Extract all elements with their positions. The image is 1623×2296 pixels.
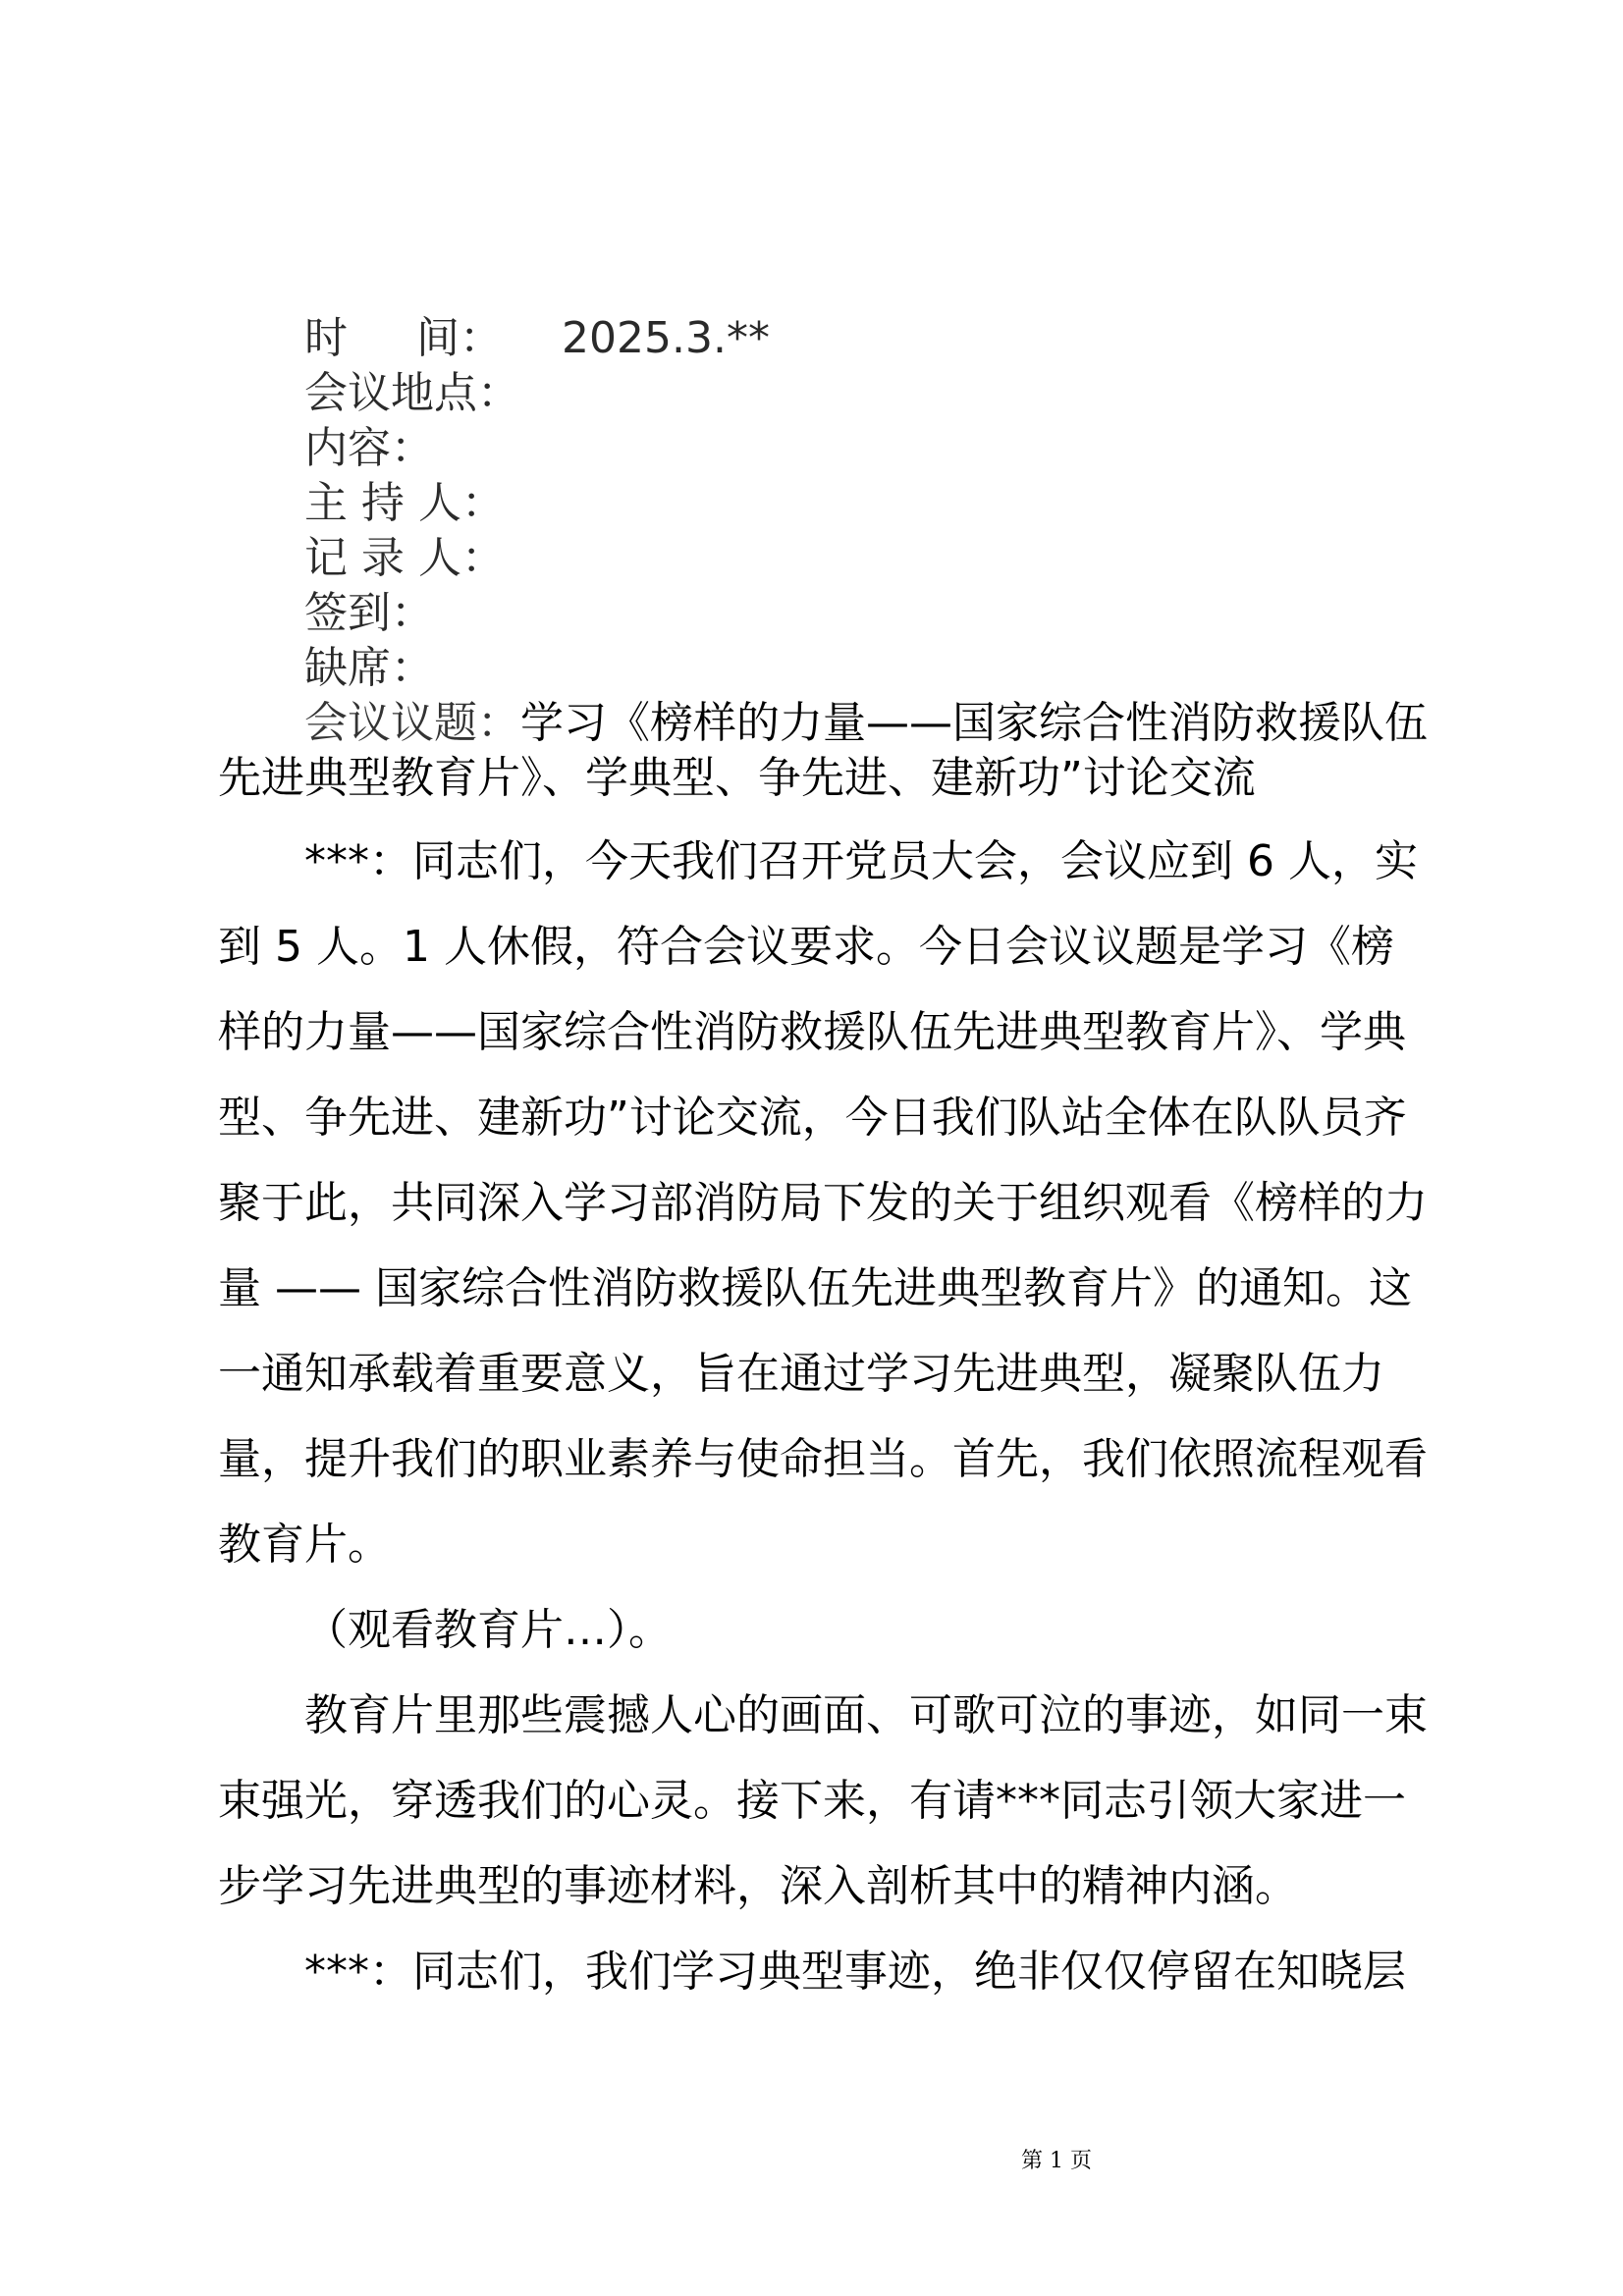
topic-text: 学习《榜样的力量——国家综合性消防救援队伍先进典型教育片》、学典型、争先进、建新功”讨论交流 [218, 698, 1428, 803]
time-label: 时 [304, 313, 348, 363]
page-number: 第 1 页 [1021, 2149, 1092, 2173]
location-row: 会议地点： [304, 368, 520, 418]
recorder-row: 记 录 人： [304, 533, 505, 583]
topic-label: 会议议题： [304, 698, 520, 748]
paragraph: 教育片里那些震撼人心的画面、可歌可泣的事迹，如同一束束强光，穿透我们的心灵。接下来，有请***同志引领大家进一步学习先进典型的事迹材料，深入剖析其中的精神内涵。 [218, 1690, 1428, 1911]
meeting-info-header [218, 311, 1435, 806]
paragraph: （观看教育片…）。 [304, 1605, 672, 1655]
time-row [218, 311, 1435, 366]
topic-row [218, 696, 1435, 806]
content-row: 内容： [304, 423, 434, 473]
time-value: 2025.3.** [562, 313, 770, 363]
absent-row: 缺席： [304, 643, 434, 693]
host-row: 主 持 人： [304, 478, 505, 528]
meeting-minutes-body [218, 819, 1435, 2014]
paragraph: ***：同志们，今天我们召开党员大会，会议应到 6 人，实到 5 人。1 人休假，符合会议要求。今日会议议题是学习《榜样的力量——国家综合性消防救援队伍先进典型教育片》、学典型、争先进、建新功”讨论交流，今日我们队站全体在队队员齐聚于此，共同深入学习部消防局下发的关于组织观看《榜样的力量 —— 国家综合性消防救援队伍先进典型教育片》的通知。这一通知承载着重要意义，旨在通过学习先进典型，凝聚队伍力量，提升我们的职业素养与使命担当。首先，我们依照流程观看教育片。 [218, 836, 1428, 1570]
paragraph: ***：同志们，我们学习典型事迹，绝非仅仅停留在知晓层 [304, 1947, 1406, 1997]
time-label-suffix: 间： [416, 313, 503, 363]
signin-row: 签到： [304, 588, 434, 638]
